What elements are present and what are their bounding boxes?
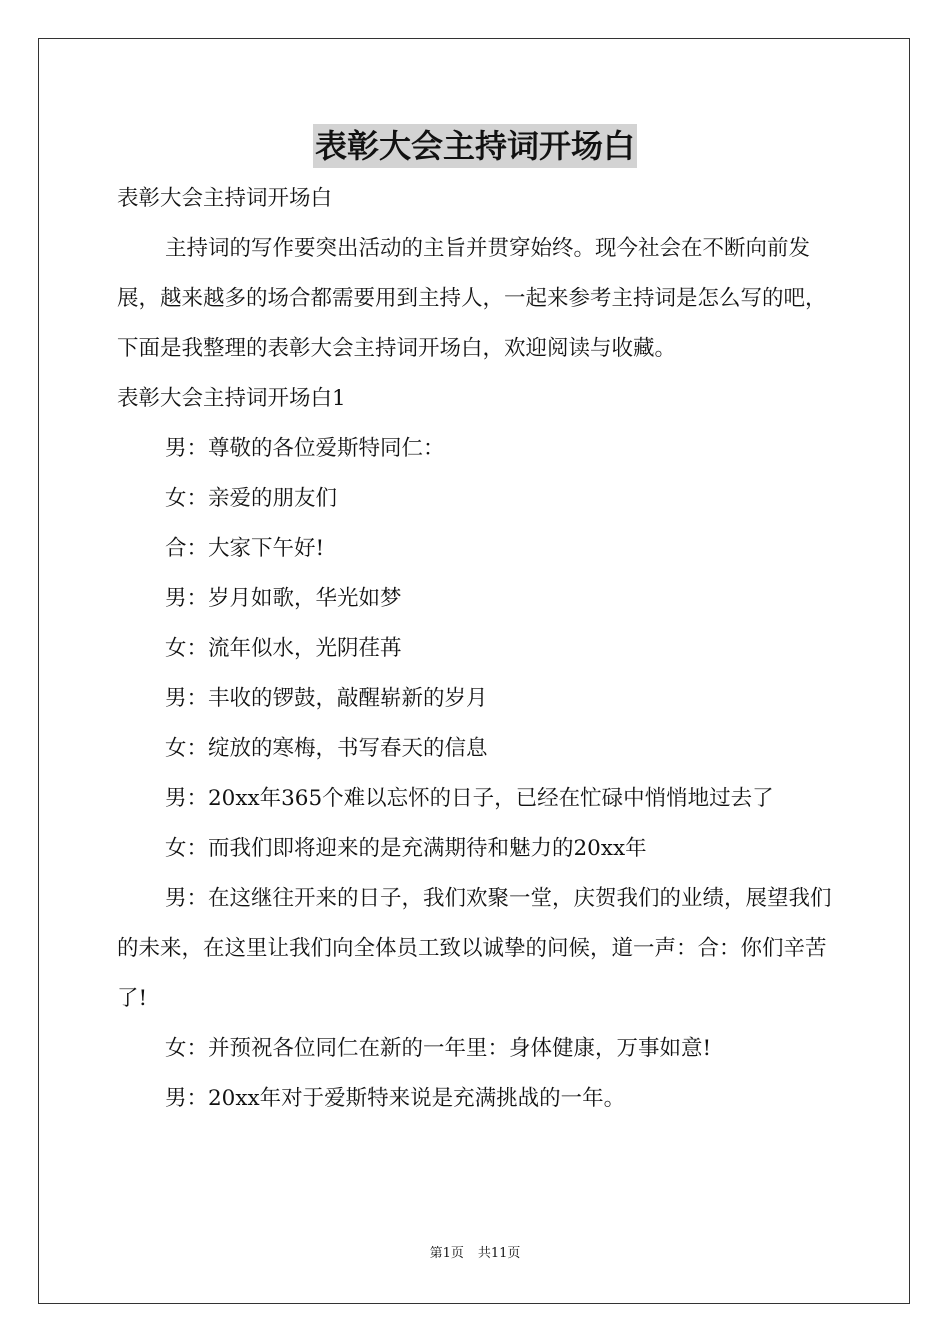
title-container: [0, 124, 950, 168]
paragraph: 女：而我们即将迎来的是充满期待和魅力的20xx年: [165, 836, 647, 861]
paragraph: 男：20xx年365个难以忘怀的日子，已经在忙碌中悄悄地过去了: [165, 786, 774, 811]
paragraph: 合：大家下午好!: [165, 536, 325, 561]
document-body: [117, 174, 837, 1124]
paragraph: 表彰大会主持词开场白1: [117, 386, 346, 411]
paragraph: 男：尊敬的各位爱斯特同仁：: [165, 436, 445, 461]
paragraph: 表彰大会主持词开场白: [117, 186, 333, 211]
paragraph: 主持词的写作要突出活动的主旨并贯穿始终。现今社会在不断向前发展，越来越多的场合都需要用到主持人，一起来参考主持词是怎么写的吧，下面是我整理的表彰大会主持词开场白，欢迎阅读与收藏。: [117, 236, 827, 361]
paragraph: 女：亲爱的朋友们: [165, 486, 338, 511]
paragraph: 女：并预祝各位同仁在新的一年里：身体健康，万事如意!: [165, 1036, 712, 1061]
page-footer: [0, 1244, 950, 1264]
paragraph: 女：流年似水，光阴荏苒: [165, 636, 402, 661]
paragraph: 男：丰收的锣鼓，敲醒崭新的岁月: [165, 686, 488, 711]
paragraph: 女：绽放的寒梅，书写春天的信息: [165, 736, 488, 761]
page-total: 共11页: [477, 1246, 521, 1261]
page-number: 第1页: [429, 1246, 464, 1261]
paragraph: 男：岁月如歌，华光如梦: [165, 586, 402, 611]
paragraph: 男：20xx年对于爱斯特来说是充满挑战的一年。: [165, 1086, 626, 1111]
document-title: 表彰大会主持词开场白: [313, 124, 637, 168]
paragraph: 男：在这继往开来的日子，我们欢聚一堂，庆贺我们的业绩，展望我们的未来，在这里让我们向全体员工致以诚挚的问候，道一声：合：你们辛苦了!: [117, 886, 832, 1011]
